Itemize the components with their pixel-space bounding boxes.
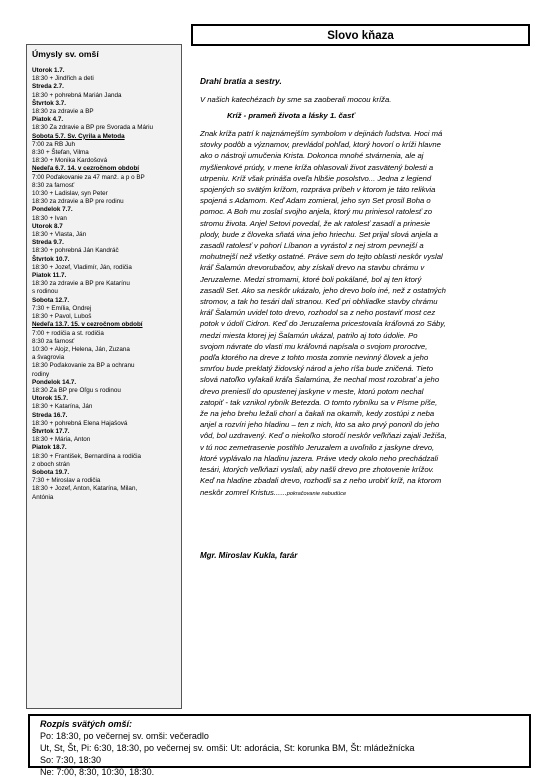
mass-intention-entry: 18:30 + František, Bernardína a rodičia <box>32 452 142 460</box>
mass-intention-entry: 18:30 + Ivan <box>32 214 67 222</box>
article-signature: Mgr. Miroslav Kukla, farár <box>200 551 298 560</box>
article-line <box>200 374 447 385</box>
mass-day-heading: Sobota 12.7. <box>32 296 70 304</box>
article-line <box>200 218 447 229</box>
mass-day-heading: Streda 9.7. <box>32 239 64 247</box>
mass-intentions-title: Úmysly sv. omší <box>32 49 99 59</box>
mass-day-heading: Nedeľa 13.7. 15. v cezročnom období <box>32 321 143 329</box>
article-line <box>200 285 447 296</box>
article-line <box>200 330 447 341</box>
mass-intention-entry: a švagrovia <box>32 354 65 362</box>
article-line-text: ako o nástroji umučenia Krista. Dokonca mnohé stvárnenia, ale aj <box>200 151 424 161</box>
article-line <box>200 128 447 139</box>
mass-schedule-box <box>28 714 531 777</box>
article-line <box>200 386 447 397</box>
article-line <box>200 206 447 217</box>
mass-day-heading: Pondelok 14.7. <box>32 378 77 386</box>
mass-intention-entry: 7:30 + Miroslav a rodičia <box>32 477 101 485</box>
article-intro: V našich katechézach by sme sa zaoberali mocou kríža. <box>200 95 392 104</box>
article-continued-note: pokračovanie nabudúce <box>286 490 347 497</box>
article-line-text: tesári, ktorých veľkňazi vyslali, aby našli drevo pre zhotovenie krížov. <box>200 465 435 475</box>
article-line-text: zasadil ratolesť v pohorí Líbanon a vyrástol z nej strom pevnejší a <box>200 241 424 251</box>
article-line-text: mohutnejší než všetky ostatné. Práve sem do tejto oblasti neskôr vyslal <box>200 252 443 262</box>
mass-intention-entry: Antónia <box>32 493 54 501</box>
article-line-text: kráľ Šalamún uvidel toto drevo, rozhodol sa z neho postaviť most cez <box>200 308 436 318</box>
mass-intention-entry: z oboch strán <box>32 460 70 468</box>
mass-intention-entry: 18:30 + pohrebná Ján Kandráč <box>32 247 119 255</box>
mass-intention-entry: 10:30 + Ladislav, syn Peter <box>32 190 108 198</box>
mass-intention-entry: 7:00 + rodičia a st. rodičia <box>32 329 104 337</box>
mass-day-heading: Štvrtok 3.7. <box>32 99 66 107</box>
article-line-text: pomoc. A Boh mu zoslal svojho anjela, ktorý mu priniesol ratolesť zo <box>200 207 433 217</box>
article-line <box>200 408 447 419</box>
article-line <box>200 229 447 240</box>
mass-schedule-line: Po: 18:30, po večernej sv. omši: večeradlo <box>40 731 209 741</box>
mass-day-heading: Sobota 5.7. Sv. Cyrila a Metoda <box>32 132 125 140</box>
article-line <box>200 341 447 352</box>
article-line <box>200 430 447 441</box>
article-body <box>200 128 447 500</box>
article-line <box>200 307 447 318</box>
article-line <box>200 195 447 206</box>
article-line-text: stromov, a tak ho tesári dali stranou. Keď pri obhliadke stavby chrámu <box>200 297 438 307</box>
article-line-text: anjel a rozvíri jeho hladinu – ten z nich, kto sa ako prvý ponoril do jeho <box>200 420 440 430</box>
article-line-text: neskôr zomrel Kristus...... <box>200 487 287 497</box>
mass-intention-entry: 7:00 za RB Juh <box>32 140 76 148</box>
mass-intention-entry: 8:30 za farnosť <box>32 337 75 345</box>
article-line <box>200 251 447 262</box>
article-line <box>200 397 447 408</box>
mass-day-heading: Pondelok 7.7. <box>32 206 73 214</box>
mass-schedule-lines <box>40 730 523 778</box>
article-title: Slovo kňaza <box>327 30 394 42</box>
mass-intention-entry: 7:30 + Emília, Ondrej <box>32 304 92 312</box>
article-line <box>200 274 447 285</box>
mass-intentions-panel <box>26 44 182 709</box>
article-line <box>200 464 447 475</box>
article-subtitle: Kríž - prameň života a lásky 1. časť <box>227 111 356 120</box>
article-line <box>200 475 447 486</box>
article-line-text: svojom návrate do vlasti mu kráľovná napísala o svojom proroctve, <box>200 341 428 351</box>
article-line-text: myšlienkové prúdy, v mene kríža ohlasovali život zasvätený bolesti a <box>200 162 434 172</box>
mass-intention-entry: 18:30 + Pavol, Luboš <box>32 313 92 321</box>
mass-intention-entry: 18:30 + Jozef, Anton, Katarína, Milan, <box>32 485 138 493</box>
article-line <box>200 453 447 464</box>
mass-intention-entry: 18:30 + Mária, Anton <box>32 436 91 444</box>
article-line-text: smrťou bude preklatý židovský národ a jeho ríša bude zničená. Tieto <box>200 364 433 374</box>
article-line-text: ktoré vyplávalo na hladinu jazera. Práve vtedy okolo neho prechádzali <box>200 453 439 463</box>
mass-schedule-line: Ut, St, Št, Pi: 6:30, 18:30, po večernej sv. omši: Ut: adorácia, St: korunka BM, Št: mládežnícka <box>40 743 415 753</box>
article-line-text: spojená s Adamom. Keď Adam zomieral, jeho syn Set prosil Boha o <box>200 196 431 206</box>
mass-day-heading: Streda 16.7. <box>32 411 68 419</box>
article-line <box>200 352 447 363</box>
mass-intention-entry: 8:30 za farnosť <box>32 181 75 189</box>
mass-intention-entry: s rodinou <box>32 288 58 296</box>
article-line-text: Jeruzaleme. Medzi stromami, ktoré boli pokálané, bol aj ten ktorý <box>200 274 422 284</box>
article-line-text: Keď na hladine zbadali drevo, rozhodli sa z neho urobiť kríž, na ktorom <box>200 476 442 486</box>
mass-intention-entry: 18:30 + Jozef, Vladimír, Ján, rodičia <box>32 263 132 271</box>
mass-day-heading: Utorok 8.7 <box>32 222 63 230</box>
article-line-text: Znak kríža patrí k najznámejším symbolom v dejinách ľudstva. Hoci má <box>200 129 443 138</box>
article-line-text: stovky podôb a významov, prevládol pohľad, ktorý hovorí o kríži hlavne <box>200 140 441 150</box>
mass-intention-entry: 18:30 + Vlasta, Ján <box>32 231 87 239</box>
article-line <box>200 363 447 374</box>
mass-schedule-line: So: 7:30, 18:30 <box>40 755 102 765</box>
mass-day-heading: Utorok 1.7. <box>32 67 65 74</box>
article-line-text: drevo prenieslí do opustenej jaskyne v meste, ktorú potom nechal <box>200 386 424 396</box>
article-line <box>200 262 447 273</box>
article-line <box>200 240 447 251</box>
article-line-text: vôd, bol uzdravený. Keď o niekoľko storočí neskôr veľkňazi zajali Ježiša, <box>200 431 447 441</box>
mass-day-heading: Streda 2.7. <box>32 83 64 91</box>
mass-intention-entry: 18:30 Poďakovanie za BP a ochranu <box>32 362 135 370</box>
mass-intention-entry: 18:30 + Jindřich a deti <box>32 75 94 83</box>
mass-day-heading: Štvrtok 10.7. <box>32 255 70 263</box>
mass-intention-entry: 18:30 + Katarína, Ján <box>32 403 93 411</box>
article-title-box <box>191 24 530 46</box>
article-line-text: v tú noc zemetrasenie postihlo Jeruzalem a uvoľnilo z jaskyne drevo, <box>200 442 435 452</box>
article-line <box>200 442 447 453</box>
mass-schedule-title: Rozpis svätých omší: <box>40 719 133 729</box>
mass-intention-entry: 18:30 za zdravie a BP <box>32 108 94 116</box>
article-line <box>200 150 447 161</box>
article-line <box>200 184 447 195</box>
article-line-text: kráľ Šalamún drevorubačov, aby získali drevo na stavbu chrámu v <box>200 263 425 273</box>
article-line <box>200 318 447 329</box>
mass-day-heading: Piatok 4.7. <box>32 116 64 124</box>
article-line-text: plody, bude z človeka sňatá vina jeho hriechu. Set prijal slová anjela a <box>200 229 438 239</box>
article-line-text: medzi miesta ktorej jej Šalamún ukázal, patrilo aj toto údolie. Po <box>200 330 418 340</box>
mass-intention-entry: 18:30 za zdravie a BP pre rodinu <box>32 198 124 206</box>
article-line-text: podľa ktorého na dreve z tohto mosta zomrie nevinný človek a jeho <box>200 353 429 363</box>
mass-intention-entry: 8:30 + Štefan, Vilma <box>32 149 89 157</box>
article-line <box>200 173 447 184</box>
article-line-text: zasadil Set. Ako sa neskôr ukázalo, jeho drevo bolo iné, než z ostatných <box>200 285 446 295</box>
mass-day-heading: Piatok 18.7. <box>32 444 67 452</box>
mass-day-heading: Štvrtok 17.7. <box>32 427 70 435</box>
mass-intention-entry: 18:30 Za zdravie a BP pre Svorada a Máriu <box>32 124 153 132</box>
article-line-text: slová natoľko vyľakali kráľa Šalamúna, že nechal most rozobrať a jeho <box>200 375 440 385</box>
mass-schedule-line: Ne: 7:00, 8:30, 10:30, 18:30. <box>40 767 155 777</box>
mass-intention-entry: rodiny <box>32 370 50 378</box>
article-line <box>200 139 447 150</box>
article-line <box>200 296 447 307</box>
article-line-text: že na jeho brehu ležali chorí a čakali na okamih, kedy zostúpi z neba <box>200 409 435 419</box>
mass-intention-entry: 18:30 + pohrebná Elena Hajašová <box>32 419 128 427</box>
article-line-text: zatopiť - tak vznikol rybník Betezda. O tomto rybníku sa v Písme píše, <box>200 397 438 407</box>
mass-day-heading: Utorok 15.7. <box>32 395 69 403</box>
mass-day-heading: Sobota 19.7. <box>32 468 70 476</box>
article-line <box>200 487 447 500</box>
mass-intention-entry: 18:30 + Monika Kardošová <box>32 157 108 165</box>
mass-day-heading: Piatok 11.7. <box>32 272 67 280</box>
article-line <box>200 162 447 173</box>
mass-intention-entry: 10:30 + Alojz, Helena, Ján, Zuzana <box>32 345 130 353</box>
mass-intention-entry: 18:30 Za BP pre Oľgu s rodinou <box>32 386 121 394</box>
article-line <box>200 419 447 430</box>
article-line-text: potok v údolí Cidron. Keď do Jeruzalema pricestovala kráľovná zo Sáby, <box>200 319 446 329</box>
article-line-text: utrpeniu. Kríž však prináša oveľa hlbšie posolstvo... Jedna z legiend <box>200 173 432 183</box>
mass-day-heading: Nedeľa 6.7. 14. v cezročnom období <box>32 165 140 173</box>
mass-intention-entry: 7:00 Poďakovanie za 47 manž. a p o BP <box>32 173 145 181</box>
article-greeting: Drahí bratia a sestry. <box>200 76 282 86</box>
article-line-text: spojených so svätým krížom, rozpráva príbeh v ktorom je táto relikvia <box>200 185 436 195</box>
mass-intentions-list <box>32 67 176 502</box>
mass-intention-entry: 18:30 za zdravie a BP pre Katarínu <box>32 280 130 288</box>
article-line-text: stromu života. Anjel Setovi povedal, že ak ratolesť zasadí a prinesie <box>200 218 431 228</box>
mass-intention-entry: 18:30 + pohrebná Marián Janda <box>32 91 122 99</box>
